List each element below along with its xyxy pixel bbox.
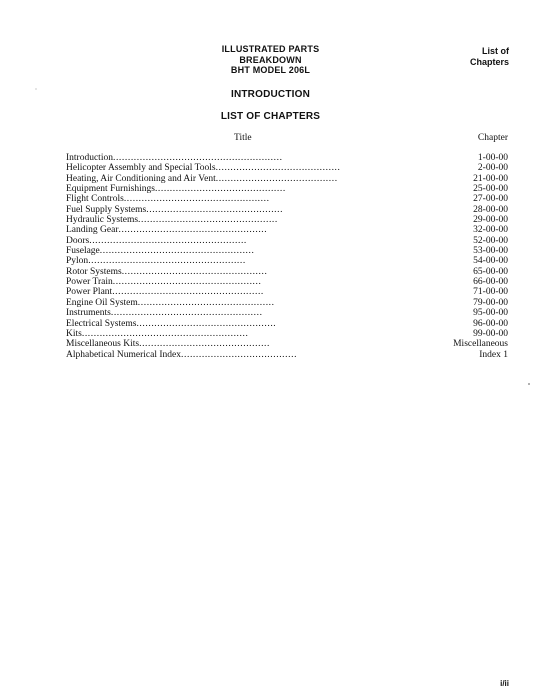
dot-leader: ........................................................ [81,328,249,339]
chapter-title: Heating, Air Conditioning and Air Vent [66,173,216,184]
chapter-title: Power Plant [66,287,113,298]
chapter-row [66,350,508,360]
chapter-row [66,205,508,215]
section-label-line-2: Chapters [469,56,509,67]
chapter-title: Pylon [66,256,89,267]
chapter-row [66,236,508,246]
header-line-2: BREAKDOWN [239,54,302,65]
dot-leader: ............................................ [154,184,286,195]
dot-leader: ............................................... [138,215,278,226]
list-of-chapters-heading: LIST OF CHAPTERS [220,111,321,122]
chapter-number: 27-00-00 [473,194,508,205]
chapter-title: Kits [66,328,82,339]
chapter-row [66,225,508,235]
chapter-row [66,256,508,266]
document-header [0,44,541,76]
chapter-number: 95-00-00 [473,308,508,319]
scan-speck [35,88,37,90]
chapter-row [66,246,508,256]
chapter-number: 29-00-00 [473,215,508,226]
dot-leader: ......................................... [215,173,338,184]
chapter-number: 53-00-00 [473,246,508,257]
section-label-line-1: List of [482,46,509,56]
chapter-number: 52-00-00 [473,235,508,246]
dot-leader: .................................................. [112,277,262,288]
chapter-row [66,174,508,184]
chapter-list [66,153,508,360]
chapter-row [66,298,508,308]
dot-leader: .............................................. [146,204,284,215]
dot-leader: .................................................... [99,246,255,257]
chapter-title: Engine Oil System [66,297,138,308]
section-label [470,46,509,67]
dot-leader: ............................................ [139,339,270,350]
chapter-row [66,163,508,173]
chapter-number: 96-00-00 [473,318,508,329]
chapter-title: Rotor Systems [66,266,122,277]
dot-leader: ................................................. [123,194,270,205]
chapter-row [66,308,508,318]
dot-leader: ............................................... [136,318,277,329]
chapter-title: Doors [66,235,90,246]
chapter-row [66,184,508,194]
chapter-row [66,267,508,277]
dot-leader: .............................................. [137,297,275,308]
chapter-title: Flight Controls [66,194,124,205]
chapter-title: Introduction [66,153,113,163]
chapter-row [66,215,508,225]
chapter-title: Fuel Supply Systems [66,204,147,215]
chapter-title: Instruments [66,308,111,319]
page-number: i/ii [500,679,509,688]
chapter-row [66,277,508,287]
chapter-row [66,329,508,339]
chapter-title: Electrical Systems [66,318,137,329]
chapter-number: 99-00-00 [473,328,508,339]
chapter-number: 1-00-00 [477,153,508,163]
chapter-number: 28-00-00 [473,204,508,215]
chapter-number: Miscellaneous [453,339,508,350]
dot-leader: .......................................... [215,163,341,174]
scan-speck [528,383,530,385]
chapter-number: 79-00-00 [473,297,508,308]
chapter-title: Equipment Furnishings [66,184,155,195]
dot-leader: ..................................................... [89,235,247,246]
dot-leader: ..................................................... [88,256,246,267]
chapter-column-header: Chapter [477,133,508,143]
chapter-row [66,194,508,204]
chapter-number: Index 1 [479,349,508,360]
chapter-number: 54-00-00 [473,256,508,267]
chapter-number: 65-00-00 [473,266,508,277]
chapter-title: Landing Gear [66,225,119,236]
chapter-row [66,287,508,297]
introduction-heading: INTRODUCTION [230,89,311,100]
dot-leader: ......................................................... [112,153,283,163]
dot-leader: ................................................... [110,308,263,319]
chapter-title: Alphabetical Numerical Index [66,349,182,360]
chapter-row [66,319,508,329]
title-column-header: Title [234,133,252,143]
dot-leader: ................................................. [121,266,268,277]
header-line-1: ILLUSTRATED PARTS [221,44,320,54]
dot-leader: ....................................... [181,349,298,360]
chapter-row [66,153,508,163]
chapter-number: 2-00-00 [477,163,508,174]
chapter-number: 66-00-00 [473,277,508,288]
chapter-number: 71-00-00 [473,287,508,298]
chapter-number: 32-00-00 [473,225,508,236]
chapter-title: Helicopter Assembly and Special Tools [66,163,216,174]
header-line-3: BHT MODEL 206L [230,65,311,75]
dot-leader: .................................................. [118,225,268,236]
chapter-title: Fuselage [66,246,100,257]
chapter-row [66,339,508,349]
chapter-number: 25-00-00 [473,184,508,195]
chapter-number: 21-00-00 [473,173,508,184]
dot-leader: ................................................... [112,287,264,298]
chapter-title: Miscellaneous Kits [66,339,140,350]
chapter-title: Power Train [66,277,113,288]
chapter-title: Hydraulic Systems [66,215,139,226]
